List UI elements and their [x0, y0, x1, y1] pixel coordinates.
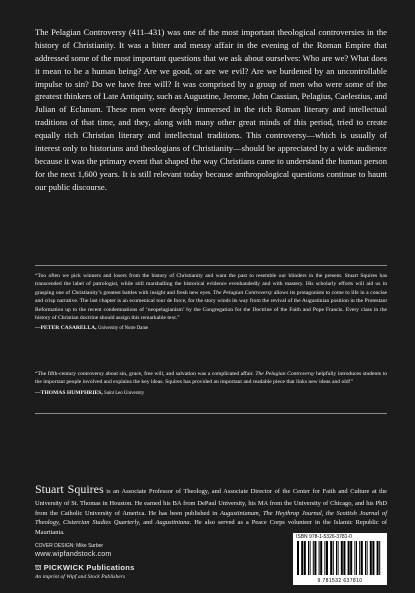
pickwick-arch-icon: ⛫ — [35, 564, 42, 572]
barcode-bar — [333, 541, 334, 575]
barcode-bar — [330, 541, 332, 575]
barcode-bar — [377, 541, 379, 575]
barcode-bars — [296, 541, 384, 575]
barcode-bar — [367, 541, 368, 575]
author-bio: Stuart Squires is an Associate Professor of Theology, and Associate Director of the Center for Faith and Culture at the University of St. Thomas in Houston. He earned his BA from DePaul University, his MA from the University of Chicago, and his PhD from the Catholic University of America. He has been published in Augustinianum, The Heythrop Journal, the Scottish Journal of Theology, Cistercian Studies Quarterly, and Augustiniana. He also served as a Peace Corps volunteer in the Islamic Republic of Mauritania. — [35, 482, 388, 537]
barcode-bar — [343, 541, 345, 575]
barcode-bar — [361, 541, 363, 575]
barcode-bar — [356, 541, 357, 575]
publisher-name: ⛫ PICKWICK Publications — [35, 562, 135, 572]
barcode-bar — [308, 541, 309, 575]
barcode-bar — [301, 541, 303, 575]
barcode-bar — [310, 541, 311, 575]
author-name: Stuart Squires — [35, 482, 104, 496]
barcode-bar — [354, 541, 355, 575]
divider — [35, 413, 387, 414]
endorsement-humphries — [35, 370, 387, 397]
endorsement-attribution: —THOMAS HUMPHRIES, Saint Leo University — [35, 389, 145, 396]
barcode-bar — [320, 541, 322, 575]
endorsement-casarella — [35, 272, 387, 333]
barcode-bar — [297, 541, 299, 575]
barcode-bar — [359, 541, 360, 575]
barcode-bar — [314, 541, 316, 575]
cover-design-credit: COVER DESIGN: Mike Surber — [35, 543, 104, 549]
publisher-imprint: An imprint of Wipf and Stock Publishers — [35, 573, 126, 580]
back-cover-blurb: The Pelagian Controversy (411–431) was one of the most important theological controversies in the history of Christianity. It was a bitter and messy affair in the evening of the Roman Empire that addressed some of the most important questions that we ask about ourselves: Who are we? What does it mean to be a human being? Are we good, or are we evil? Are we burdened by an uncontrollable impulse to sin? Do we have free will? It was comprised by a group of men who were some of the greatest thinkers of Late Antiquity, such as Augustine, Jerome, John Cassian, Pelagius, Caelestius, and Julian of Eclanum. These men were deeply immersed in the rich Roman literary and intellectual traditions of that time, and they, along with many other great minds of this period, tried to create equally rich Christian literary and intellectual traditions. This controversy—which is usually of interest only to historians and theologians of Christianity—should be appreciated by a wide audience because it was the primary event that shaped the way Christians came to understand the human person for the next 1,600 years. It is still relevant today because anthropological questions continue to haunt our public discourse. — [35, 27, 387, 192]
isbn-barcode — [293, 533, 387, 585]
barcode-bar — [338, 541, 339, 575]
endorsement-text: “Too often we pick winners and losers from the history of Christianity and want the past to resemble our blinders in the present. Stuart Squires has transcended the label of patrologist, while still marshalling the historical evidence evenhandedly and with mastery. His scholarly efforts will aid us in grasping one of Christianity’s greatest battles with insight and fresh new eyes. The Pelagian Controversy allows its protagonists to come to life in a concise and crisp narrative. The last chapter is an ecumenical tour de force, for the story winds its way from the revival of the Augustinian position in the Protestant Reformation up to the recent condemnations of ‘neopelagianism’ by the Congregation for the Doctrine of the Faith and Pope Francis. Every class in the history of Christian doctrine should assign this remarkable text.” — [35, 273, 387, 321]
barcode-bar — [319, 541, 320, 575]
barcode-bar — [313, 541, 314, 575]
barcode-bar — [336, 541, 337, 575]
endorsement-text: “The fifth-century controversy about sin, grace, free will, and salvation was a complicated affair. The Pelagian Controversy helpfully introduces students to the important people involved and explains the key ideas. Squires has provided an important and readable piece that links new ideas and old!” — [35, 371, 387, 386]
barcode-bar — [348, 541, 350, 575]
barcode-bar — [365, 541, 366, 575]
barcode-digits: 9 781532 637810 — [317, 578, 363, 584]
barcode-bar — [304, 541, 306, 575]
barcode-bar — [324, 541, 325, 575]
barcode-bar — [379, 541, 380, 575]
divider — [35, 265, 387, 266]
endorsement-attribution: —PETER CASARELLA, University of Notre Dame — [35, 325, 149, 332]
barcode-bar — [370, 541, 372, 575]
isbn-number: ISBN 978-1-5326-3781-0 — [296, 534, 352, 540]
barcode-bar — [350, 541, 352, 575]
publisher-website-link[interactable]: www.wipfandstock.com — [35, 551, 112, 558]
barcode-bar — [372, 541, 374, 575]
barcode-bar — [341, 541, 343, 575]
publisher-credits — [35, 543, 175, 581]
barcode-bar — [326, 541, 328, 575]
